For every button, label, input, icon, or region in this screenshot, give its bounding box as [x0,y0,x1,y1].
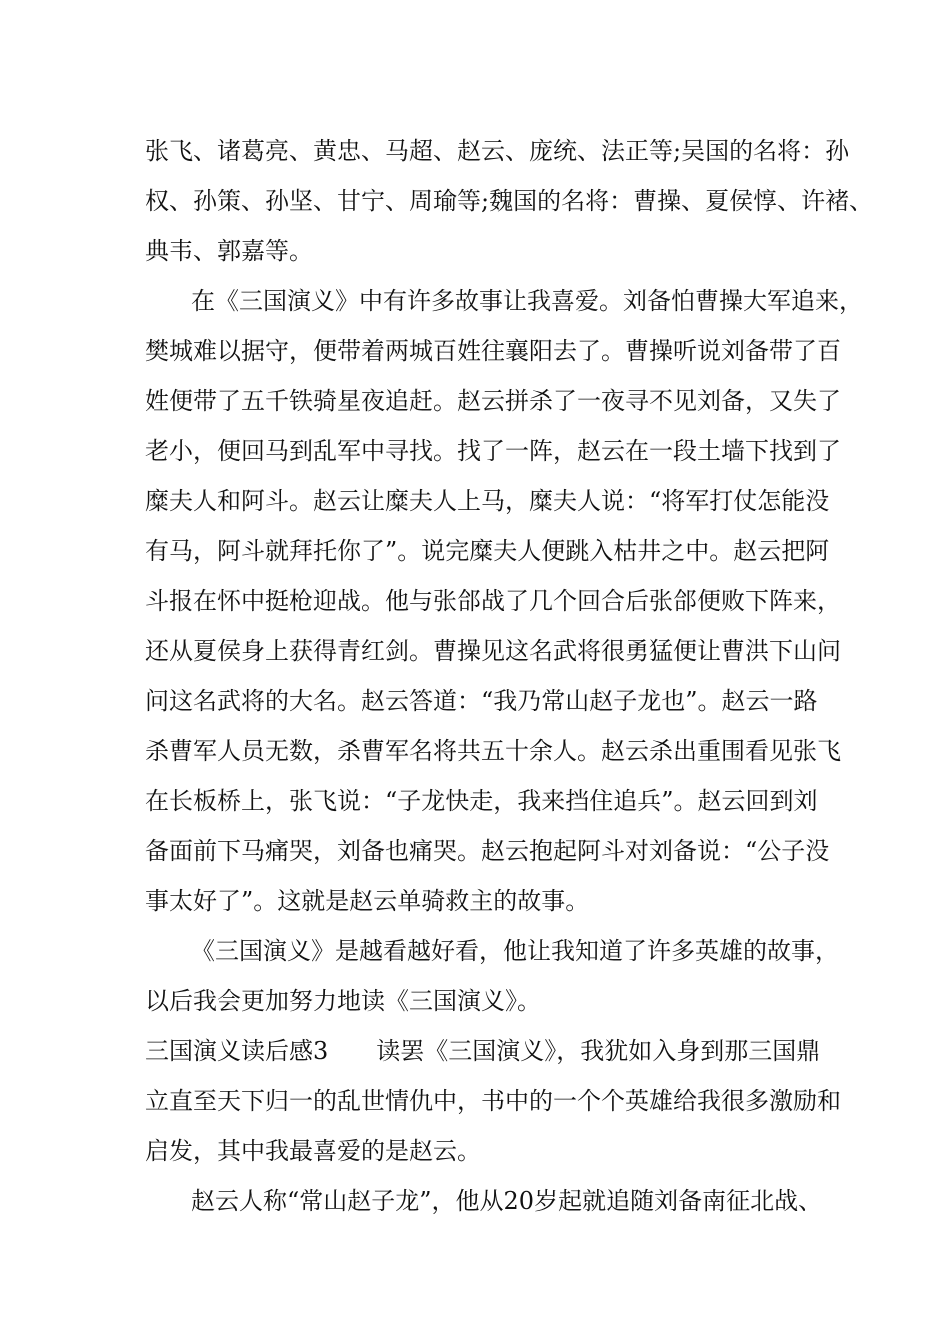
text-line: 启发，其中我最喜爱的是赵云。 [145,1137,481,1165]
text-line: 斗报在怀中挺枪迎战。他与张郃战了几个回合后张郃便败下阵来， [145,587,841,615]
paragraph-first-line: 赵云人称“常山赵子龙”，他从20岁起就追随刘备南征北战、 [191,1187,823,1215]
text-line: 权、孙策、孙坚、甘宁、周瑜等;魏国的名将：曹操、夏侯惇、许褚、 [145,187,874,215]
essay-heading-line: 三国演义读后感3 读罢《三国演义》，我犹如入身到那三国鼎 [145,1037,821,1065]
text-line: 备面前下马痛哭，刘备也痛哭。赵云抱起阿斗对刘备说：“公子没 [145,837,830,865]
text-line: 在长板桥上，张飞说：“子龙快走，我来挡住追兵”。赵云回到刘 [145,787,818,815]
paragraph-first-line: 《三国演义》是越看越好看，他让我知道了许多英雄的故事， [191,937,839,965]
text-line: 杀曹军人员无数，杀曹军名将共五十余人。赵云杀出重围看见张飞 [145,737,841,765]
text-line: 老小，便回马到乱军中寻找。找了一阵，赵云在一段土墙下找到了 [145,437,841,465]
text-line: 姓便带了五千铁骑星夜追赶。赵云拼杀了一夜寻不见刘备，又失了 [145,387,841,415]
text-line: 樊城难以据守，便带着两城百姓往襄阳去了。曹操听说刘备带了百 [145,337,841,365]
text-line: 以后我会更加努力地读《三国演义》。 [145,987,541,1015]
text-line: 事太好了”。这就是赵云单骑救主的故事。 [145,887,590,915]
text-line: 典韦、郭嘉等。 [145,237,313,265]
text-line: 问这名武将的大名。赵云答道：“我乃常山赵子龙也”。赵云一路 [145,687,818,715]
paragraph-first-line: 在《三国演义》中有许多故事让我喜爱。刘备怕曹操大军追来， [191,287,863,315]
text-line: 还从夏侯身上获得青红剑。曹操见这名武将很勇猛便让曹洪下山问 [145,637,841,665]
text-line: 张飞、诸葛亮、黄忠、马超、赵云、庞统、法正等;吴国的名将：孙 [145,137,850,165]
text-line: 糜夫人和阿斗。赵云让糜夫人上马，糜夫人说：“将军打仗怎能没 [145,487,830,515]
text-line: 立直至天下归一的乱世情仇中，书中的一个个英雄给我很多激励和 [145,1087,841,1115]
text-line: 有马，阿斗就拜托你了”。说完糜夫人便跳入枯井之中。赵云把阿 [145,537,830,565]
